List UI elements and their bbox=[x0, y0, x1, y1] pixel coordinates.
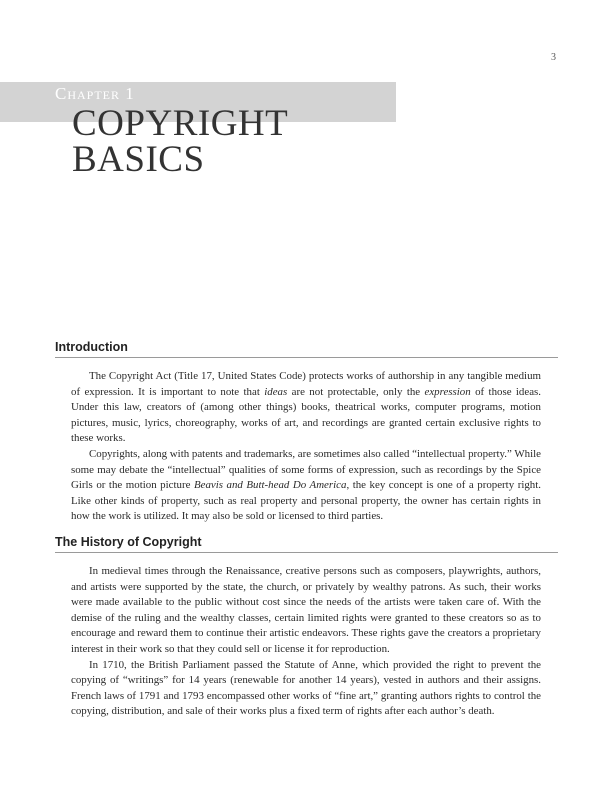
text-run: Copyrights, along with patents and trademarks, are sometimes also called “intellectual property.” While some may debate the “intellectual” qualities of some forms of expression, such as recordings by the Spice Girls or the motion picture bbox=[71, 447, 541, 492]
paragraph bbox=[71, 447, 541, 525]
text-run: In 1710, the British Parliament passed the Statute of Anne, which provided the right to prevent the copying of “writings” for 14 years (renewable for another 14 years), vested in authors and their assigns. French laws of 1791 and 1793 encompassed other works of “fine art,” granting authors rights to control the copying, distribution, and sale of their works plus a fixed term of rights after each author’s death. bbox=[71, 658, 541, 718]
chapter-title-line-1: COPYRIGHT bbox=[72, 103, 289, 144]
text-run: The Copyright Act (Title 17, United States Code) protects works of authorship in any tangible medium of expression. It is important to note that bbox=[71, 370, 541, 398]
section-body-introduction bbox=[71, 369, 541, 525]
section-body-history-of-copyright bbox=[71, 564, 541, 720]
italic-text: expression bbox=[424, 385, 471, 398]
paragraph bbox=[71, 369, 541, 447]
chapter-title-line-2: BASICS bbox=[72, 139, 205, 180]
paragraph bbox=[71, 658, 541, 720]
text-run: are not protectable, only the bbox=[287, 385, 425, 398]
text-run: In medieval times through the Renaissance, creative persons such as composers, playwrights, authors, and artists were supported by the state, the church, or privately by wealthy patrons. As such, their works were made available to the public without cost since the needs of the artists were taken care of. With the demise of the ruling and the wealthy classes, certain limited rights were granted to these creators so as to encourage and reward them to continue their artistic endeavors. These rights gave the creators a proprietary interest in their work so that they could sell or license it for reproduction. bbox=[71, 565, 541, 655]
section-heading-history-of-copyright: The History of Copyright bbox=[55, 535, 558, 553]
italic-text: Beavis and Butt-head Do America bbox=[193, 479, 347, 492]
page-number: 3 bbox=[551, 52, 556, 63]
italic-text: ideas bbox=[264, 385, 288, 398]
section-heading-introduction: Introduction bbox=[55, 340, 558, 358]
chapter-title bbox=[72, 103, 289, 180]
text-run: , the key concept is one of a property right. Like other kinds of property, such as real property and personal property, the owner has certain rights in how the work is utilized. It may also be sold or licensed to third parties. bbox=[71, 479, 541, 523]
paragraph bbox=[71, 564, 541, 658]
chapter-label: Chapter 1 bbox=[55, 84, 135, 103]
text-run: of those ideas. Under this law, creators of (among other things) books, theatrical works, computer programs, motion pictures, music, lyrics, choreography, works of art, and recordings are granted certain exclusive rights to these works. bbox=[71, 385, 542, 445]
